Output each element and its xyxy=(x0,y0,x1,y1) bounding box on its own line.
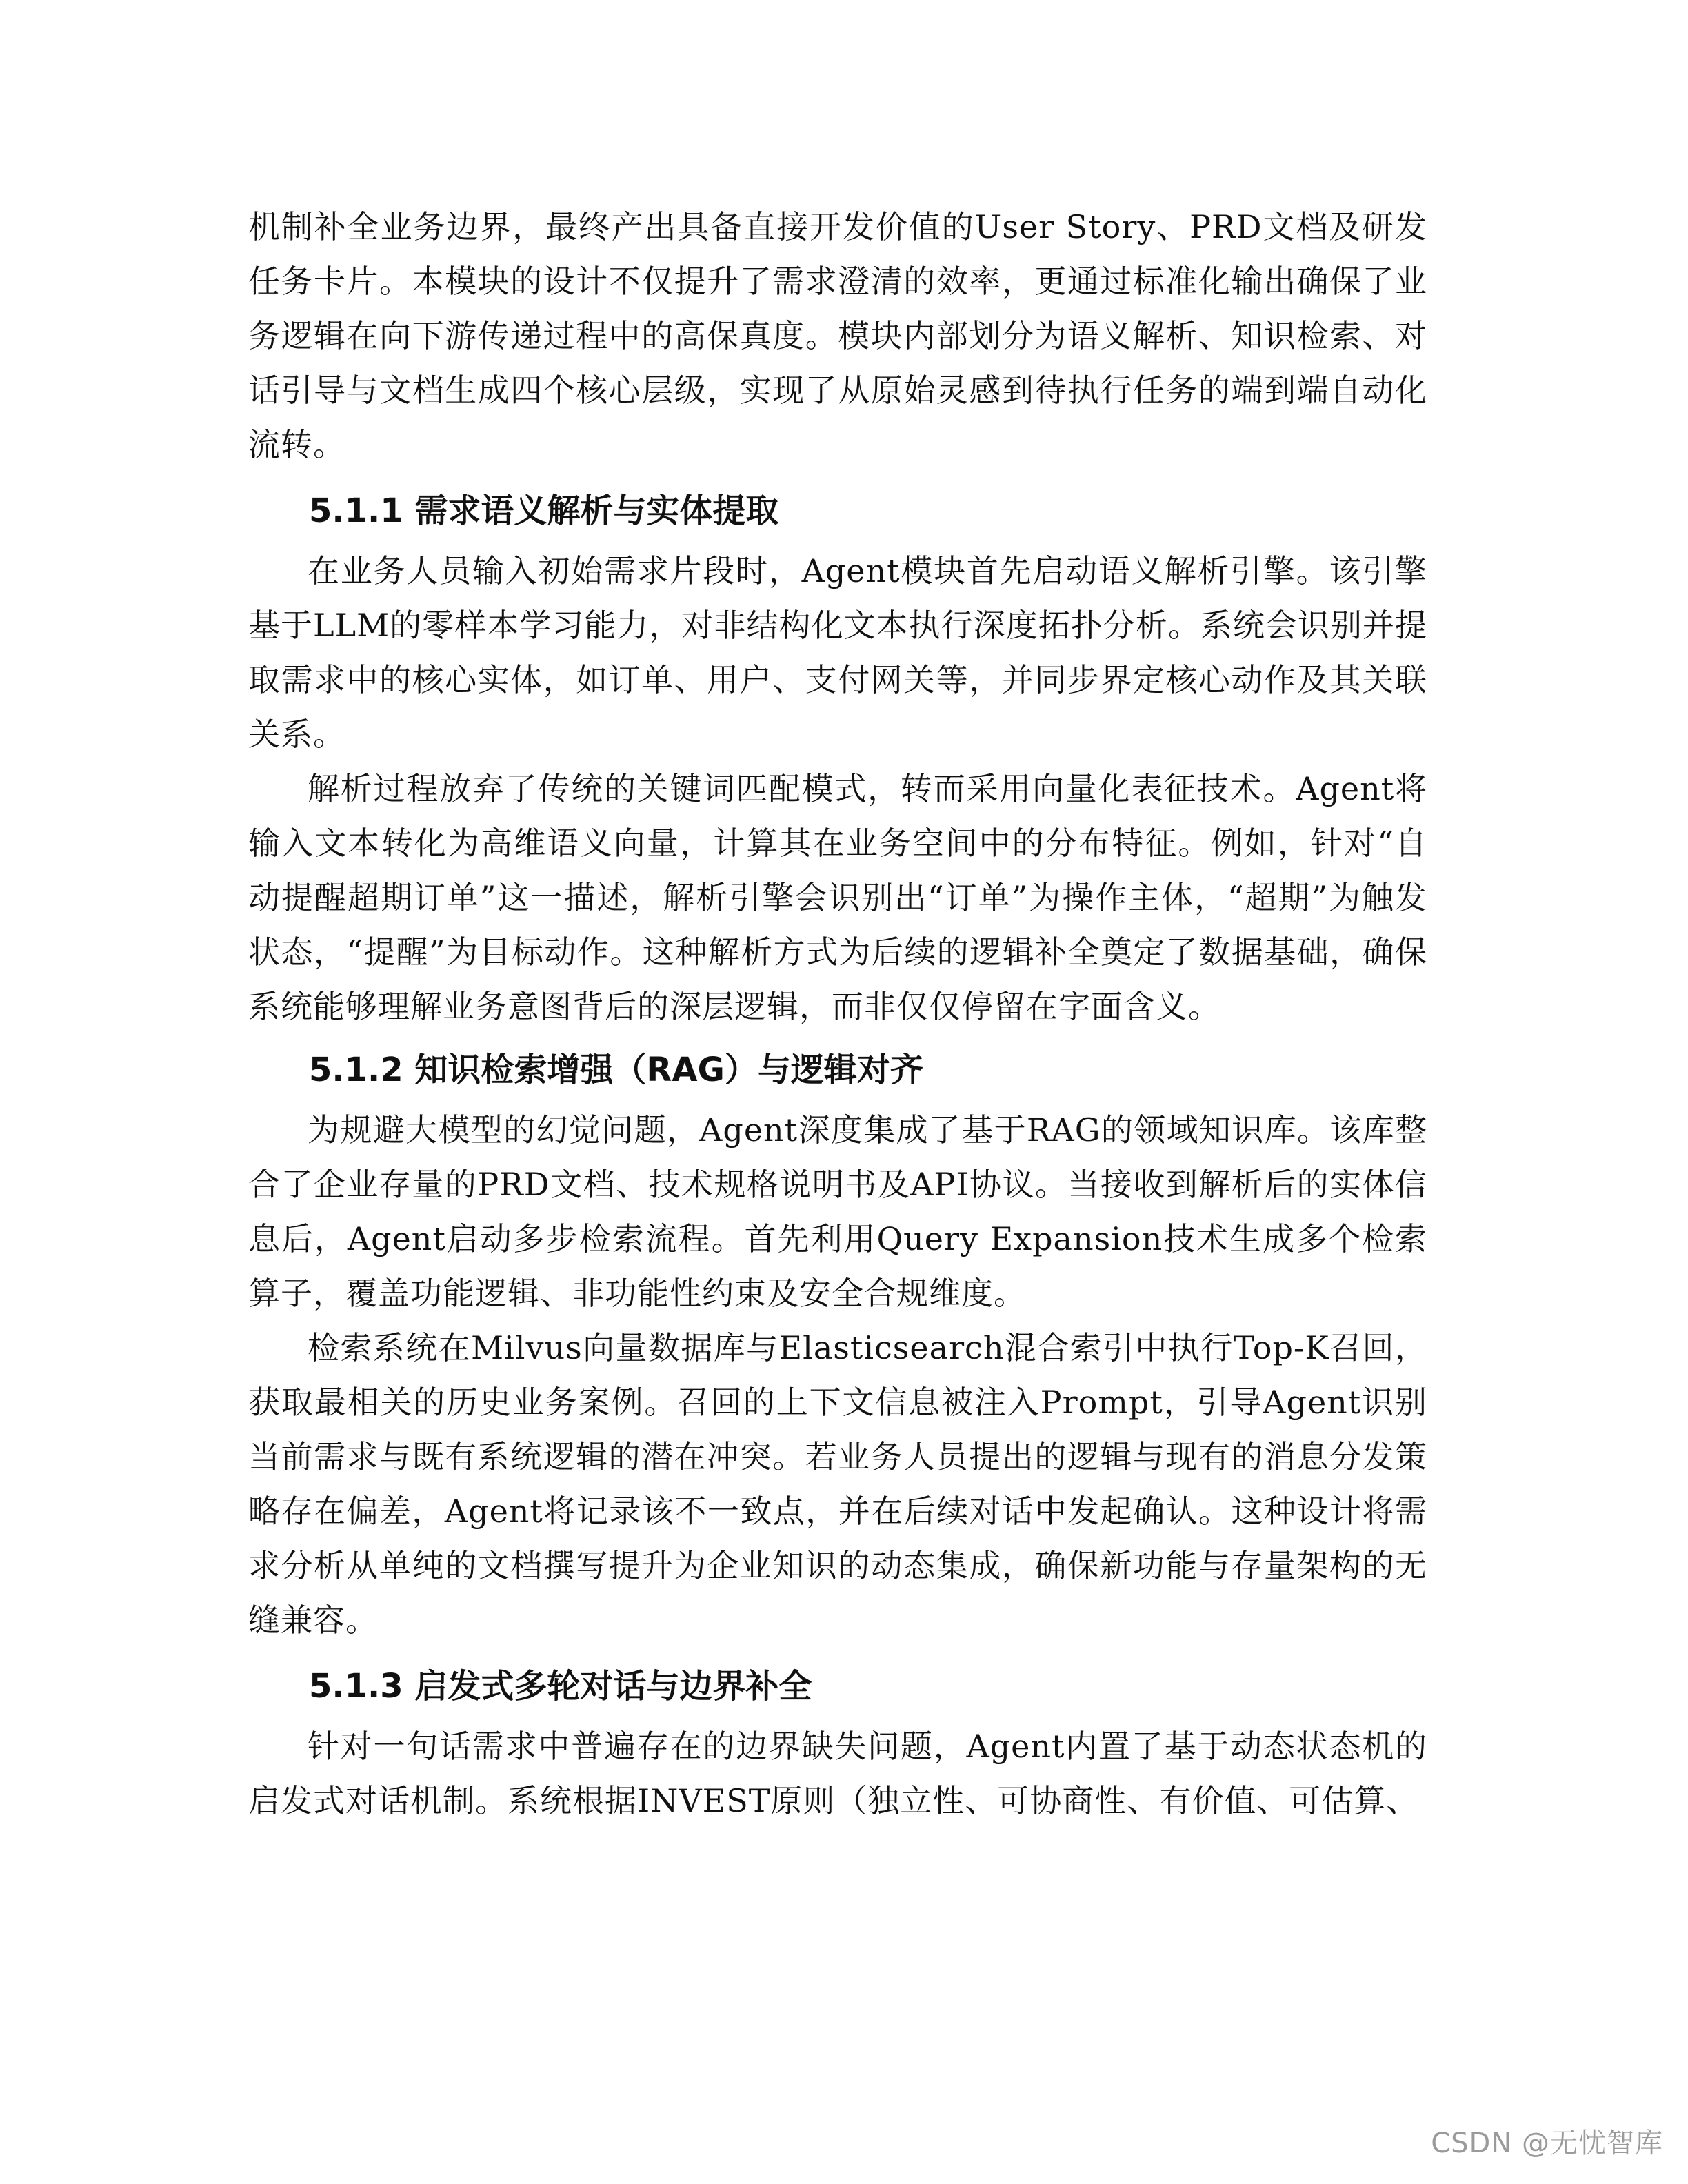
section-heading-5-1-3: 5.1.3 启发式多轮对话与边界补全 xyxy=(309,1667,812,1706)
paragraph-5-1-1-a: 在业务人员输入初始需求片段时，Agent模块首先启动语义解析引擎。该引擎基于LLM的零样本学习能力，对非结构化文本执行深度拓扑分析。系统会识别并提取需求中的核心实体，如订单、用户、支付网关等，并同步界定核心动作及其关联关系。 xyxy=(248,552,1427,753)
csdn-watermark: CSDN @无忧智库 xyxy=(1431,2127,1663,2159)
paragraph-5-1-2-a: 为规避大模型的幻觉问题，Agent深度集成了基于RAG的领域知识库。该库整合了企业存量的PRD文档、技术规格说明书及API协议。当接收到解析后的实体信息后，Agent启动多步检索流程。首先利用Query Expansion技术生成多个检索算子，覆盖功能逻辑、非功能性约束及安全合规维度。 xyxy=(248,1111,1427,1312)
paragraph-5-1-3-a: 针对一句话需求中普遍存在的边界缺失问题，Agent内置了基于动态状态机的启发式对话机制。系统根据INVEST原则（独立性、可协商性、有价值、可估算、 xyxy=(248,1728,1427,1819)
document-page xyxy=(248,200,1427,1828)
paragraph-5-1-2-b: 检索系统在Milvus向量数据库与Elasticsearch混合索引中执行Top-K召回，获取最相关的历史业务案例。召回的上下文信息被注入Prompt，引导Agent识别当前需求与既有系统逻辑的潜在冲突。若业务人员提出的逻辑与现有的消息分发策略存在偏差，Agent将记录该不一致点，并在后续对话中发起确认。这种设计将需求分析从单纯的文档撰写提升为企业知识的动态集成，确保新功能与存量架构的无缝兼容。 xyxy=(248,1329,1427,1639)
paragraph-5-1-1-b: 解析过程放弃了传统的关键词匹配模式，转而采用向量化表征技术。Agent将输入文本转化为高维语义向量，计算其在业务空间中的分布特征。例如，针对“自动提醒超期订单”这一描述，解析引擎会识别出“订单”为操作主体，“超期”为触发状态，“提醒”为目标动作。这种解析方式为后续的逻辑补全奠定了数据基础，确保系统能够理解业务意图背后的深层逻辑，而非仅仅停留在字面含义。 xyxy=(248,770,1427,1025)
section-heading-5-1-1: 5.1.1 需求语义解析与实体提取 xyxy=(309,492,779,530)
section-heading-5-1-2: 5.1.2 知识检索增强（RAG）与逻辑对齐 xyxy=(309,1051,923,1089)
intro-paragraph: 机制补全业务边界，最终产出具备直接开发价值的User Story、PRD文档及研发任务卡片。本模块的设计不仅提升了需求澄清的效率，更通过标准化输出确保了业务逻辑在向下游传递过程中的高保真度。模块内部划分为语义解析、知识检索、对话引导与文档生成四个核心层级，实现了从原始灵感到待执行任务的端到端自动化流转。 xyxy=(248,208,1427,463)
